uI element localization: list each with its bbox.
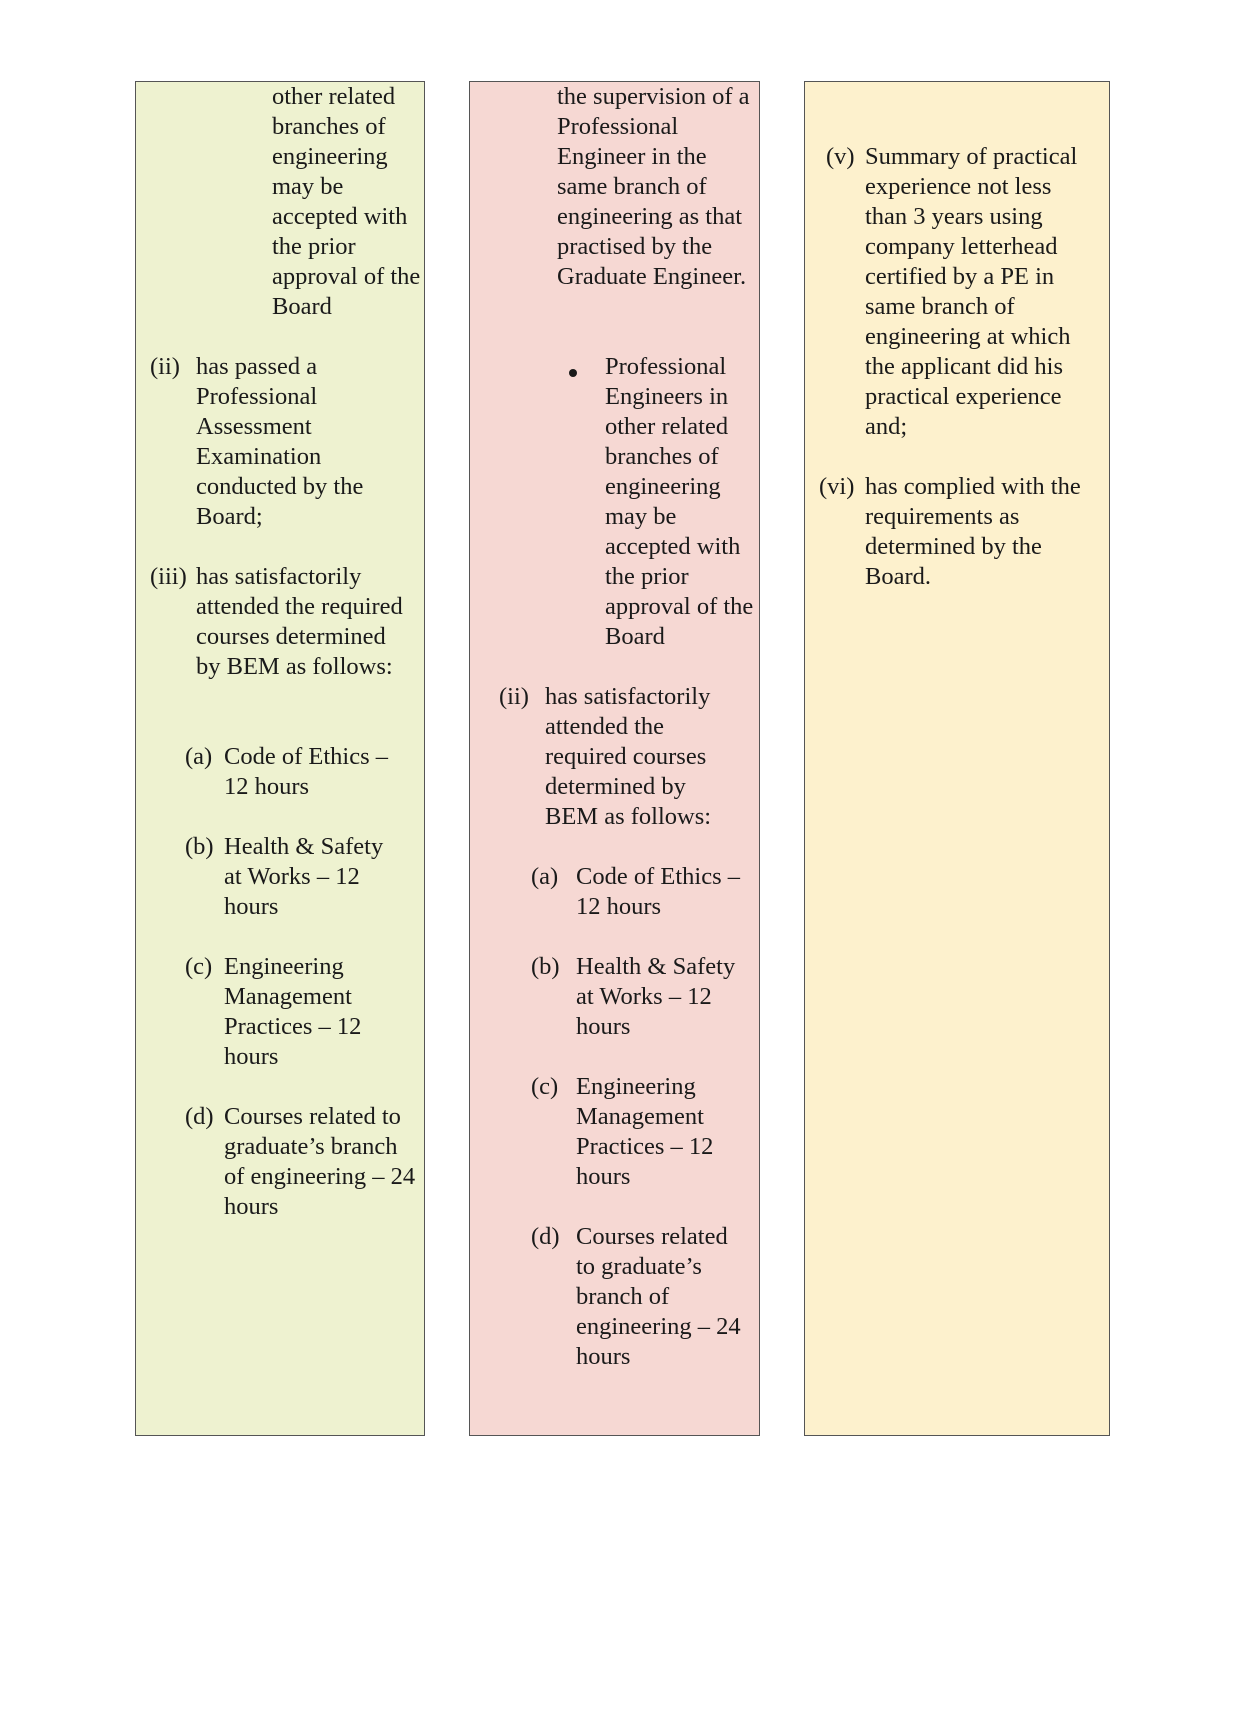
column-3-box (804, 81, 1110, 1436)
item-vi-text: has complied with the requirements as determined by the Board. (865, 473, 1081, 590)
bullet-text: Professional Engineers in other related branches of engineering may be accepted with the prior approval of the Board (605, 353, 754, 650)
column-1-box (135, 81, 425, 1436)
sub-item-number-d: (d) (185, 1103, 214, 1130)
sub-item-c-text: Engineering Management Practices – 12 hours (576, 1073, 714, 1190)
item-number-ii: (ii) (150, 353, 180, 380)
sub-item-c-text: Engineering Management Practices – 12 hours (224, 953, 362, 1070)
sub-item-d-text: Courses related to graduate’s branch of engineering – 24 hours (224, 1103, 416, 1220)
bullet-icon (569, 369, 577, 377)
continuation-text: other related branches of engineering may be accepted with the prior approval of the Board (272, 83, 421, 320)
item-number-iii: (iii) (150, 563, 187, 590)
sub-item-number-c: (c) (185, 953, 213, 980)
sub-item-number-a: (a) (531, 863, 559, 890)
sub-item-number-c: (c) (531, 1073, 559, 1100)
item-iii-text: has satisfactorily attended the required courses determined by BEM as follows: (196, 563, 403, 680)
item-v-text: Summary of practical experience not less than 3 years using company letterhead certified by a PE in same branch of engineering at which the applicant did his practical experience and; (865, 143, 1078, 440)
sub-item-b-text: Health & Safety at Works – 12 hours (576, 953, 736, 1040)
item-ii-text: has passed a Professional Assessment Examination conducted by the Board; (196, 353, 364, 530)
item-number-vi: (vi) (819, 473, 855, 500)
continuation-text: the supervision of a Professional Engineer in the same branch of engineering as that practised by the Graduate Engineer. (557, 83, 750, 290)
sub-item-a-text: Code of Ethics – 12 hours (224, 743, 388, 800)
item-ii-text: has satisfactorily attended the required courses determined by BEM as follows: (545, 683, 712, 830)
sub-item-d-text: Courses related to graduate’s branch of engineering – 24 hours (576, 1223, 741, 1370)
sub-item-number-b: (b) (185, 833, 214, 860)
sub-item-number-b: (b) (531, 953, 560, 980)
item-number-ii: (ii) (499, 683, 529, 710)
item-number-v: (v) (826, 143, 855, 170)
column-2-box (469, 81, 760, 1436)
sub-item-number-a: (a) (185, 743, 213, 770)
sub-item-number-d: (d) (531, 1223, 560, 1250)
sub-item-a-text: Code of Ethics – 12 hours (576, 863, 740, 920)
sub-item-b-text: Health & Safety at Works – 12 hours (224, 833, 384, 920)
